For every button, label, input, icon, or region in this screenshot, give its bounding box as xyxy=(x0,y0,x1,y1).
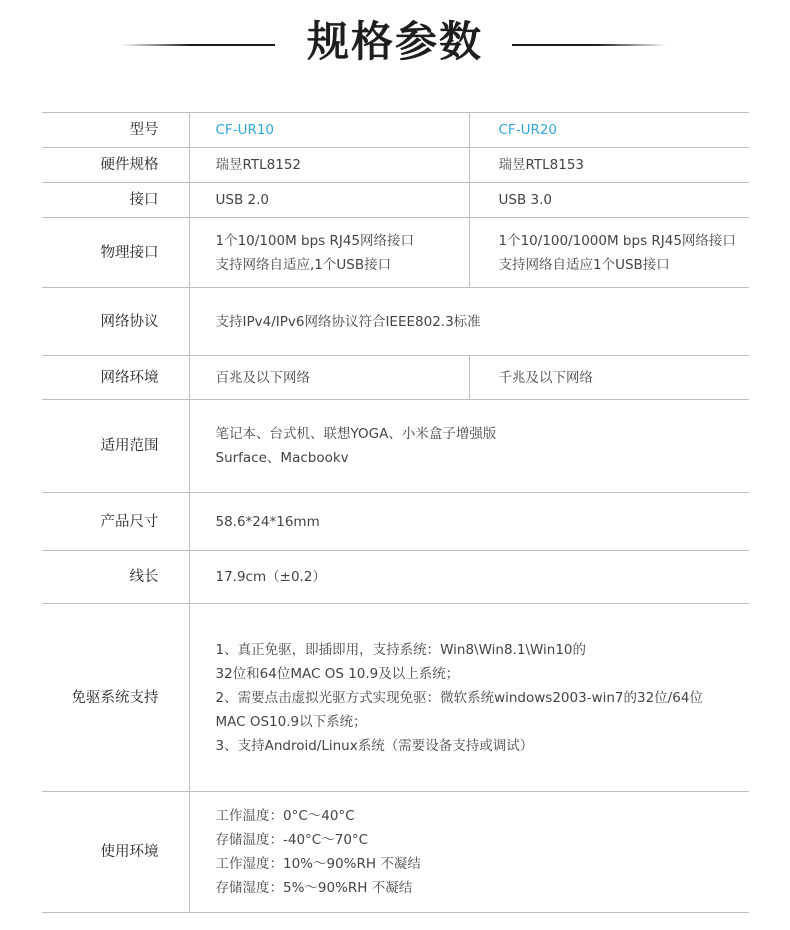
spec-row-model xyxy=(42,113,749,148)
model-ur20: CF-UR20 xyxy=(469,113,749,148)
usage-env-value xyxy=(189,792,749,913)
page-header xyxy=(0,0,790,90)
spec-row-usage-env xyxy=(42,792,749,913)
text-line: MAC OS10.9以下系统； xyxy=(215,713,367,730)
spec-row-network-env xyxy=(42,356,749,400)
row-label: 产品尺寸 xyxy=(42,493,189,551)
text-line: 2、需要点击虚拟光驱方式实现免驱：微软系统windows2003-win7的32位/64位 xyxy=(215,689,703,706)
spec-row-interface xyxy=(42,183,749,218)
spec-row-scope xyxy=(42,400,749,493)
physical-value-1 xyxy=(189,218,469,288)
row-label: 接口 xyxy=(42,183,189,218)
text-line: 存储湿度：5%～90%RH 不凝结 xyxy=(215,880,413,896)
interface-value-2: USB 3.0 xyxy=(469,183,749,218)
text-line: 3、支持Android/Linux系统（需要设备支持或调试） xyxy=(215,737,534,754)
row-label: 网络协议 xyxy=(42,288,189,356)
text-line: 1、真正免驱，即插即用，支持系统：Win8\Win8.1\Win10的 xyxy=(215,641,586,658)
cable-value: 17.9cm（±0.2） xyxy=(189,551,749,604)
row-label: 物理接口 xyxy=(42,218,189,288)
text-line: 工作湿度：10%～90%RH 不凝结 xyxy=(215,856,421,872)
text-line: 1个10/100/1000M bps RJ45网络接口 xyxy=(498,232,736,249)
text-line: 支持网络自适应1个USB接口 xyxy=(498,256,670,273)
network-env-value-1: 百兆及以下网络 xyxy=(189,356,469,400)
text-line: 1个10/100M bps RJ45网络接口 xyxy=(215,232,415,249)
spec-row-hardware xyxy=(42,148,749,183)
text-line: 32位和64位MAC OS 10.9及以上系统； xyxy=(215,665,460,682)
hardware-value-1: 瑞昱RTL8152 xyxy=(189,148,469,183)
interface-value-1: USB 2.0 xyxy=(189,183,469,218)
row-label: 使用环境 xyxy=(42,792,189,913)
spec-table xyxy=(42,112,749,913)
row-label: 网络环境 xyxy=(42,356,189,400)
page-title: 规格参数 xyxy=(306,17,483,66)
spec-row-protocol xyxy=(42,288,749,356)
text-line: 支持网络自适应,1个USB接口 xyxy=(215,256,392,273)
text-line: 笔记本、台式机、联想YOGA、小米盒子增强版 xyxy=(215,426,497,442)
title-decoration-right xyxy=(512,44,667,46)
hardware-value-2: 瑞昱RTL8153 xyxy=(469,148,749,183)
spec-row-driver xyxy=(42,604,749,792)
spec-row-physical xyxy=(42,218,749,288)
text-line: 工作温度：0°C～40°C xyxy=(215,808,355,824)
model-ur10: CF-UR10 xyxy=(189,113,469,148)
driver-value xyxy=(189,604,749,792)
row-label: 免驱系统支持 xyxy=(42,604,189,792)
physical-value-2 xyxy=(469,218,749,288)
text-line: 存储温度：-40°C～70°C xyxy=(215,832,369,848)
protocol-value: 支持IPv4/IPv6网络协议符合IEEE802.3标准 xyxy=(189,288,749,356)
text-line: Surface、Macbookv xyxy=(215,450,349,466)
row-label: 型号 xyxy=(42,113,189,148)
row-label: 硬件规格 xyxy=(42,148,189,183)
spec-row-size xyxy=(42,493,749,551)
scope-value xyxy=(189,400,749,493)
network-env-value-2: 千兆及以下网络 xyxy=(469,356,749,400)
spec-row-cable xyxy=(42,551,749,604)
row-label: 线长 xyxy=(42,551,189,604)
row-label: 适用范围 xyxy=(42,400,189,493)
size-value: 58.6*24*16mm xyxy=(189,493,749,551)
